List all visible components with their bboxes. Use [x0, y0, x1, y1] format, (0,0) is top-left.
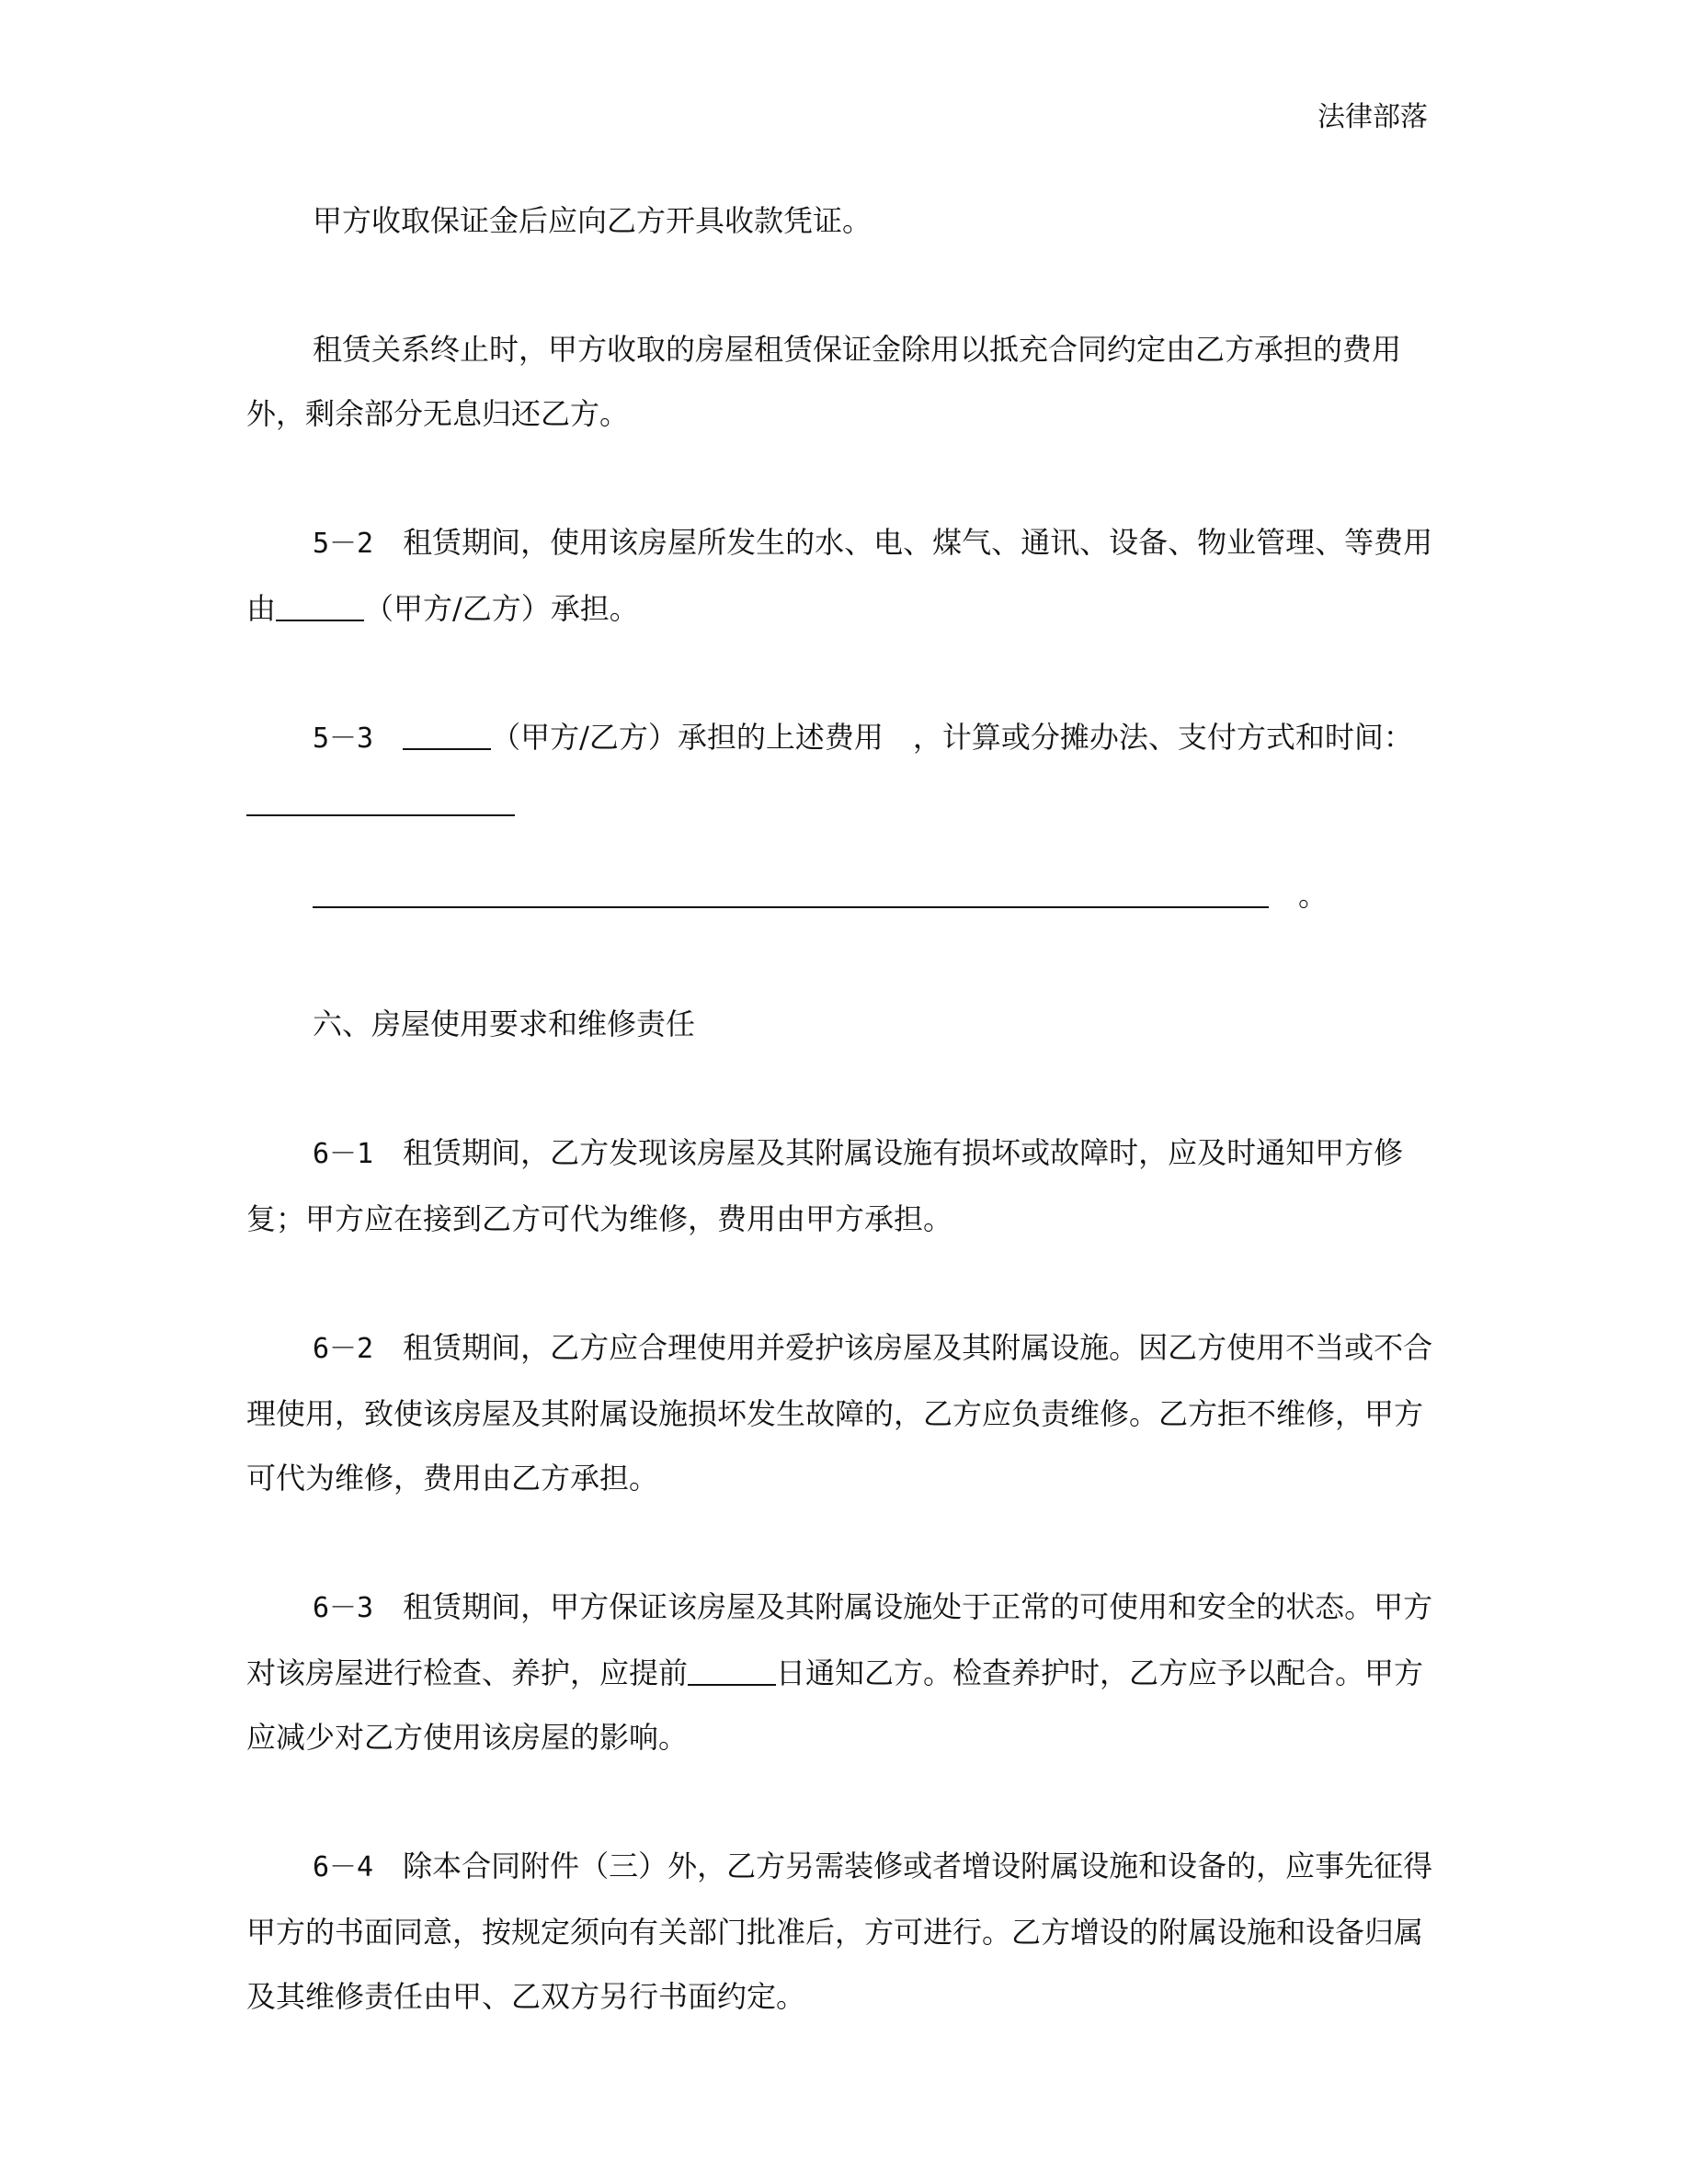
paragraph-deposit-return: 租赁关系终止时，甲方收取的房屋租赁保证金除用以抵充合同约定由乙方承担的费用外，剩余部分无息归还乙方。	[246, 332, 1402, 431]
clause-number: 6－2	[313, 1333, 374, 1365]
paragraph-receipt: 甲方收取保证金后应向乙方开具收款凭证。	[313, 203, 873, 238]
clause-text: （甲方/乙方）承担的上述费用 ，计算或分摊办法、支付方式和时间：	[491, 720, 1413, 755]
clause-text: 租赁期间，使用该房屋所发生的水、电、煤气、通讯、设备、物业管理、等费用由	[246, 525, 1433, 626]
period: 。	[1298, 878, 1329, 913]
fill-in-blank[interactable]	[246, 785, 515, 816]
clause-text: 租赁期间，甲方保证该房屋及其附属设施处于正常的可使用和安全的状态。甲方对该房屋进行检查、养护，应提前	[246, 1589, 1433, 1690]
clause-text: 日通知乙方。检查养护时，乙方应予以配合。甲方应减少对乙方使用该房屋的影响。	[246, 1655, 1424, 1755]
clause-number: 6－3	[313, 1592, 374, 1624]
clause-6-2	[246, 1315, 1442, 1510]
fill-in-blank[interactable]	[276, 590, 364, 621]
clause-number: 6－4	[313, 1851, 374, 1883]
section-6-heading: 六、房屋使用要求和维修责任	[313, 1007, 696, 1041]
clause-text: 租赁期间，乙方应合理使用并爱护该房屋及其附属设施。因乙方使用不当或不合理使用，致使该房屋及其附属设施损坏发生故障的，乙方应负责维修。乙方拒不维修，甲方可代为维修，费用由乙方承担。	[246, 1330, 1433, 1496]
clause-6-3	[246, 1575, 1442, 1769]
clause-5-3	[246, 705, 1442, 836]
clause-number: 6－1	[313, 1138, 374, 1170]
clause-text: （甲方/乙方）承担。	[364, 591, 639, 626]
fill-in-blank[interactable]	[688, 1655, 776, 1686]
clause-number: 5－3	[313, 722, 374, 755]
clause-5-2	[246, 510, 1442, 641]
clause-6-1	[246, 1120, 1442, 1251]
fill-in-blank[interactable]	[403, 719, 491, 750]
clause-number: 5－2	[313, 528, 374, 560]
clause-6-4	[246, 1834, 1442, 2029]
fill-in-blank-long[interactable]	[313, 877, 1269, 908]
clause-text: 除本合同附件（三）外，乙方另需装修或者增设附属设施和设备的，应事先征得甲方的书面同意，按规定须向有关部门批准后，方可进行。乙方增设的附属设施和设备归属及其维修责任由甲、乙双方另行书面约定。	[246, 1848, 1433, 2014]
clause-5-3-continuation	[246, 863, 1442, 927]
document-body	[246, 188, 1442, 2093]
clause-text: 租赁期间，乙方发现该房屋及其附属设施有损坏或故障时，应及时通知甲方修复；甲方应在接到乙方可代为维修，费用由甲方承担。	[246, 1135, 1404, 1236]
header-source: 法律部落	[1317, 101, 1428, 133]
